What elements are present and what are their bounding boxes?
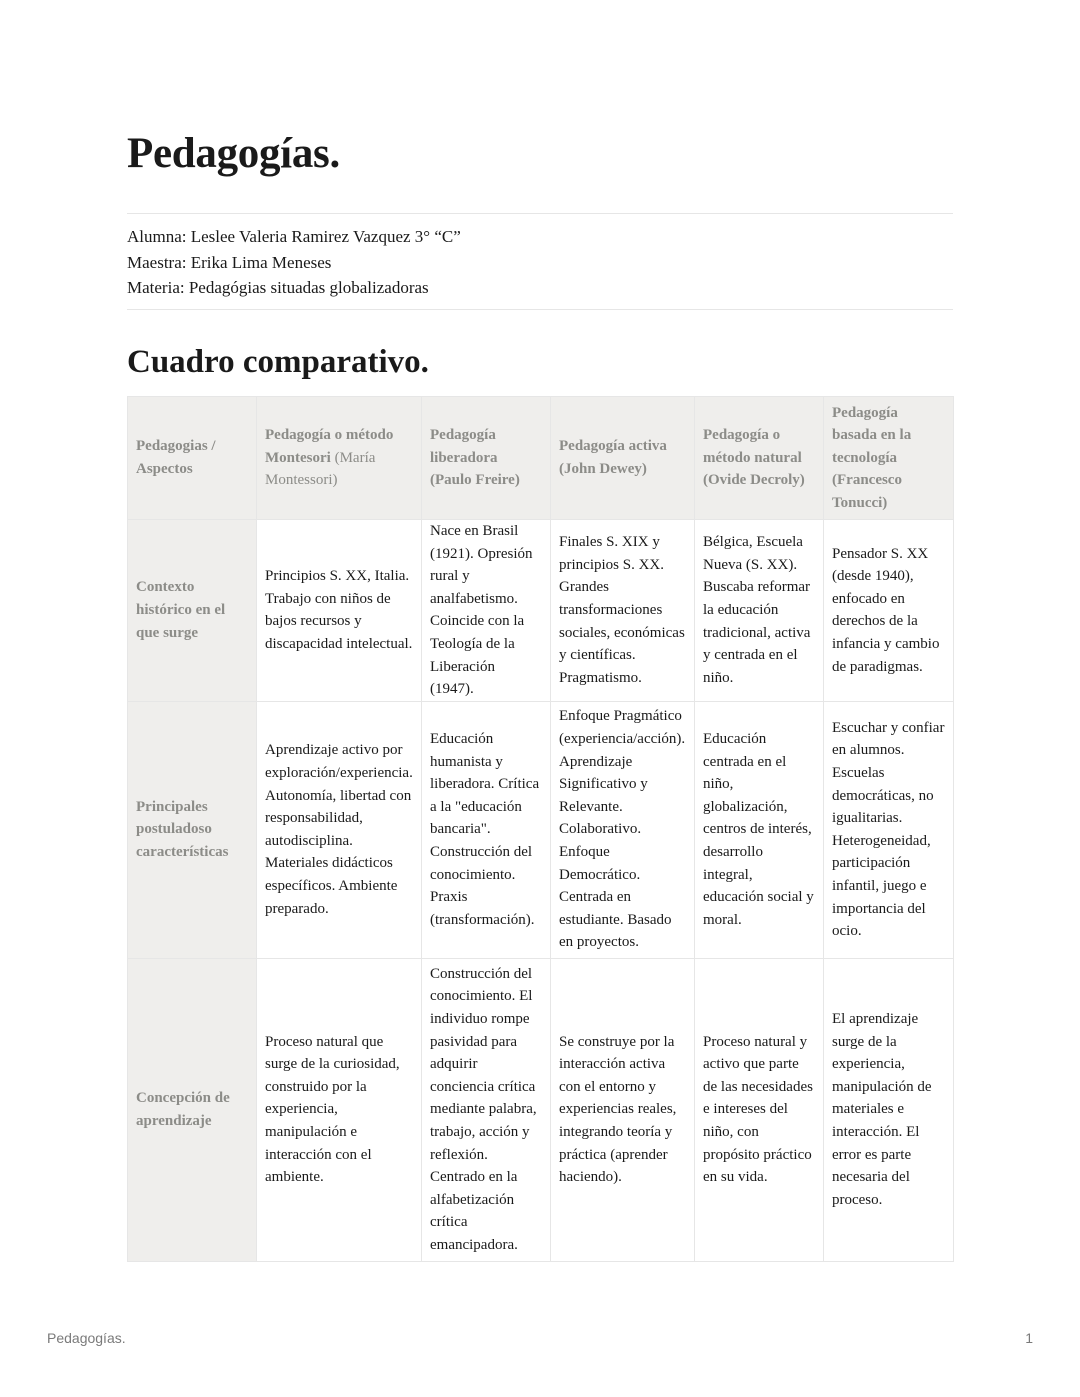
table-cell: Principios S. XX, Italia. Trabajo con niños de bajos recursos y discapacidad intelectual. [257, 520, 422, 702]
table-cell: Construcción del conocimiento. El individuo rompe pasividad para adquirir conciencia crítica mediante palabra, trabajo, acción y reflexión. Centrado en la alfabetización crítica emancipadora. [422, 958, 551, 1261]
header-tonucci: Pedagogía basada en la tecnología (Francesco Tonucci) [824, 397, 954, 520]
row-label: Contexto histórico en el que surge [128, 520, 257, 702]
subject-line: Materia: Pedagógias situadas globalizadoras [127, 278, 429, 297]
table-cell: Enfoque Pragmático (experiencia/acción). Aprendizaje Significativo y Relevante. Colaborativo. Enfoque Democrático. Centrada en estudiante. Basado en proyectos. [551, 701, 695, 958]
table-cell: Aprendizaje activo por exploración/experiencia. Autonomía, libertad con responsabilidad, autodisciplina. Materiales didácticos específicos. Ambiente preparado. [257, 701, 422, 958]
table-cell: Educación humanista y liberadora. Crítica a la "educación bancaria". Construcción del conocimiento. Praxis (transformación). [422, 701, 551, 958]
page-number: 1 [1025, 1330, 1033, 1346]
table-cell: Nace en Brasil (1921). Opresión rural y analfabetismo. Coincide con la Teología de la Liberación (1947). [422, 520, 551, 702]
row-label: Principales postuladoso características [128, 701, 257, 958]
table-cell: El aprendizaje surge de la experiencia, manipulación de materiales e interacción. El error es parte necesaria del proceso. [824, 958, 954, 1261]
page-title: Pedagogías. [127, 130, 340, 177]
divider [127, 309, 953, 310]
header-dewey: Pedagogía activa (John Dewey) [551, 397, 695, 520]
table-cell: Proceso natural y activo que parte de las necesidades e intereses del niño, con propósito práctico en su vida. [695, 958, 824, 1261]
header-aspects: Pedagogias / Aspectos [128, 397, 257, 520]
divider [127, 213, 953, 214]
table-header-row [128, 397, 954, 520]
table-cell: Se construye por la interacción activa con el entorno y experiencias reales, integrando teoría y práctica (aprender haciendo). [551, 958, 695, 1261]
table-row [128, 958, 954, 1261]
table-cell: Escuchar y confiar en alumnos. Escuelas democráticas, no igualitarias. Heterogeneidad, participación infantil, juego e importancia del ocio. [824, 701, 954, 958]
header-freire: Pedagogía liberadora (Paulo Freire) [422, 397, 551, 520]
table-row [128, 701, 954, 958]
table-cell: Pensador S. XX (desde 1940), enfocado en derechos de la infancia y cambio de paradigmas. [824, 520, 954, 702]
header-montessori: Pedagogía o método Montesori (María Montessori) [257, 397, 422, 520]
table-cell: Educación centrada en el niño, globalización, centros de interés, desarrollo integral, educación social y moral. [695, 701, 824, 958]
footer-document-title: Pedagogías. [47, 1330, 126, 1346]
section-title: Cuadro comparativo. [127, 344, 429, 380]
student-line: Alumna: Leslee Valeria Ramirez Vazquez 3° “C” [127, 227, 461, 246]
row-label: Concepción de aprendizaje [128, 958, 257, 1261]
table-cell: Finales S. XIX y principios S. XX. Grandes transformaciones sociales, económicas y científicas. Pragmatismo. [551, 520, 695, 702]
table-row [128, 520, 954, 702]
table-cell: Bélgica, Escuela Nueva (S. XX). Buscaba reformar la educación tradicional, activa y centrada en el niño. [695, 520, 824, 702]
teacher-line: Maestra: Erika Lima Meneses [127, 252, 332, 272]
document-metadata [127, 224, 461, 301]
header-decroly: Pedagogía o método natural (Ovide Decroly) [695, 397, 824, 520]
table-cell: Proceso natural que surge de la curiosidad, construido por la experiencia, manipulación e interacción con el ambiente. [257, 958, 422, 1261]
comparison-table [127, 396, 954, 1262]
